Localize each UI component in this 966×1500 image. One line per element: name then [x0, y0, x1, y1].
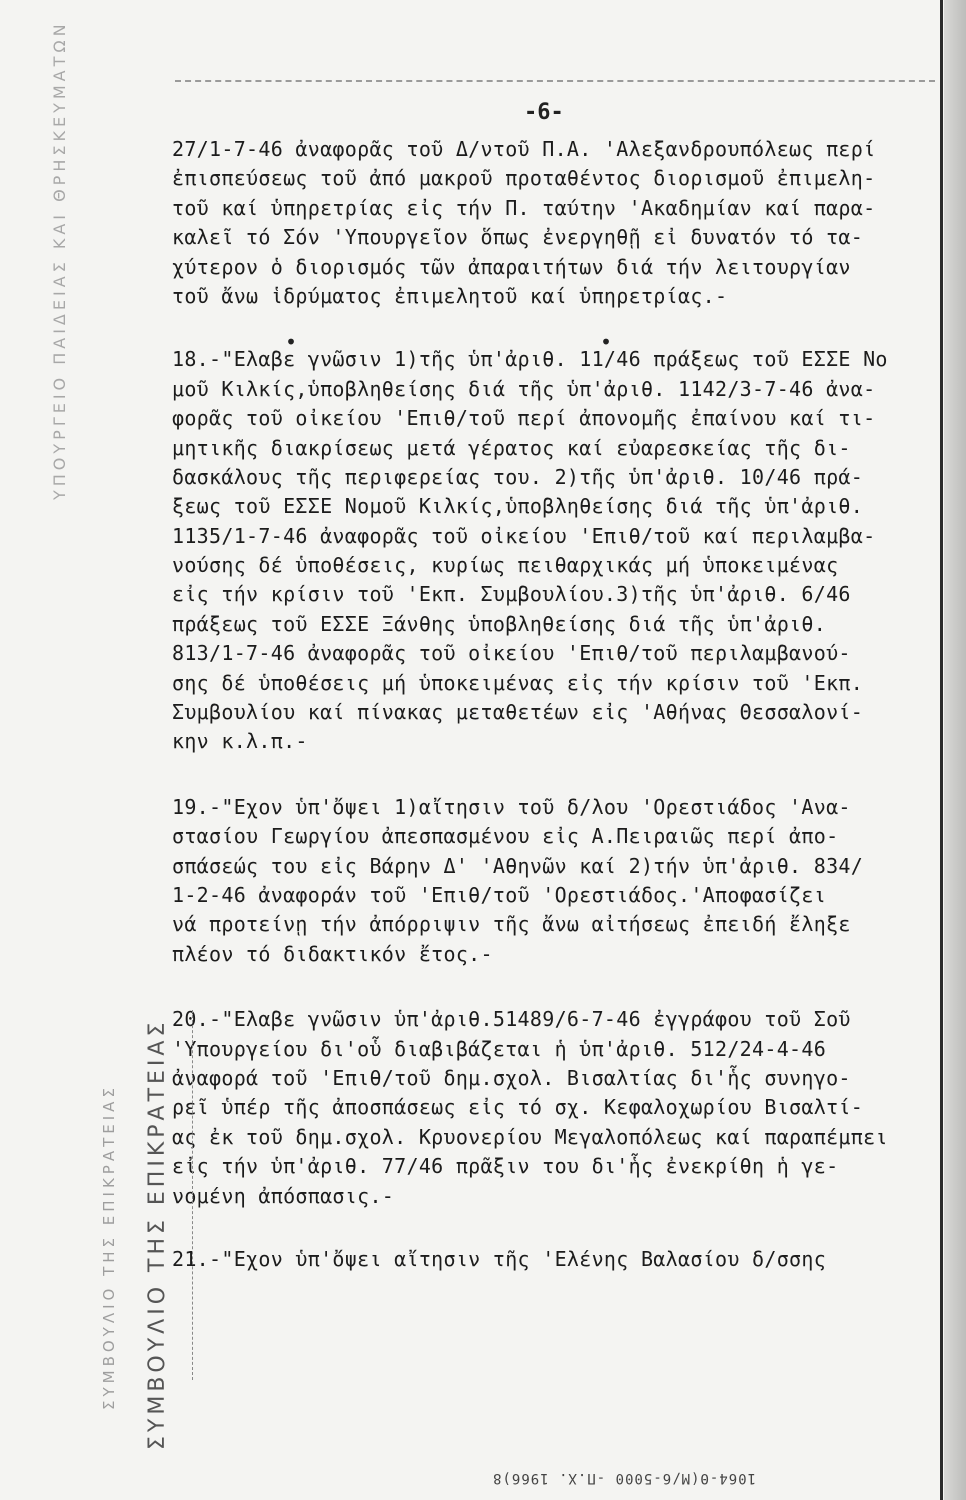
text-line: εἰς τήν ὑπ'ἀριθ. 77/46 πρᾶξιν του δι'ἧς ἐνεκρίθη ἡ γε-: [172, 1154, 839, 1179]
margin-stamp-secondary: ΣΥΜΒΟΥΛΙΟ ΤΗΣ ΕΠΙΚΡΑΤΕΙΑΣ: [100, 1084, 118, 1410]
text-line: στασίου Γεωργίου ἀπεσπασμένου εἰς Α.Πειραιῶς περί ἀπο-: [172, 824, 839, 849]
text-line: 18.-"Ελαβε γνῶσιν 1)τῆς ὑπ'ἀριθ. 11/46 πράξεως τοῦ ΕΣΣΕ Νο: [172, 347, 888, 372]
paragraph-18: [172, 345, 932, 756]
text-line: νούσης δέ ὑποθέσεις, κυρίως πειθαρχικάς μή ὑποκειμένας: [172, 553, 839, 578]
text-line: τοῦ ἄνω ἱδρύματος ἐπιμελητοῦ καί ὑπηρετρίας.-: [172, 283, 728, 308]
text-line: τοῦ καί ὑπηρετρίας εἰς τήν Π. ταύτην 'Ακαδημίαν καί παρα-: [172, 195, 876, 220]
text-line: πράξεως τοῦ ΕΣΣΕ Ξάνθης ὑποβληθείσης διά τῆς ὑπ'ἀριθ.: [172, 611, 827, 636]
text-line: καλεῖ τό Σόν 'Υπουργεῖον ὅπως ἐνεργηθῇ εἰ δυνατόν τό τα-: [172, 225, 864, 250]
top-rule: [175, 80, 935, 82]
paragraph-20: [172, 1005, 932, 1211]
document-body: [172, 135, 932, 1310]
text-line: Συμβουλίου καί πίνακας μεταθετέων εἰς 'Αθήνας Θεσσαλονί-: [172, 700, 864, 725]
footer-print-code: 1064-Θ(Μ/6-5000 -Π.Χ. 1966)8: [492, 1470, 757, 1486]
text-line: 1-2-46 ἀναφοράν τοῦ 'Επιθ/τοῦ 'Ορεστιάδος.'Αποφασίζει: [172, 882, 827, 907]
text-line: δασκάλους τῆς περιφερείας του. 2)τῆς ὑπ'ἀριθ. 10/46 πρά-: [172, 464, 864, 489]
text-line: φορᾶς τοῦ οἰκείου 'Επιθ/τοῦ περί ἀπονομῆς ἐπαίνου καί τι-: [172, 406, 876, 431]
text-line: ἐπισπεύσεως τοῦ ἀπό μακροῦ προταθέντος διορισμοῦ ἐπιμελη-: [172, 166, 876, 191]
paragraph-19: [172, 793, 932, 969]
text-line: κην κ.λ.π.-: [172, 729, 308, 754]
text-line: ας ἐκ τοῦ δημ.σχολ. Κρυονερίου Μεγαλοπόλεως καί παραπέμπει: [172, 1124, 888, 1149]
text-line: μοῦ Κιλκίς,ὑποβληθείσης διά τῆς ὑπ'ἀριθ. 1142/3-7-46 ἀνα-: [172, 376, 876, 401]
text-line: εἰς τήν κρίσιν τοῦ 'Εκπ. Συμβουλίου.3)τῆς ὑπ'ἀριθ. 6/46: [172, 582, 851, 607]
paragraph-21: [172, 1245, 932, 1274]
right-page-edge: [944, 0, 966, 1500]
text-line: σπάσεώς του εἰς Βάρην Δ' 'Αθηνῶν καί 2)τήν ὑπ'ἀριθ. 834/: [172, 853, 864, 878]
text-line: 20.-"Ελαβε γνῶσιν ὑπ'ἀριθ.51489/6-7-46 ἐγγράφου τοῦ Σοῦ: [172, 1007, 851, 1032]
text-line: 1135/1-7-46 ἀναφορᾶς τοῦ οἰκείου 'Επιθ/τοῦ καί περιλαμβα-: [172, 523, 876, 548]
text-line: νά προτείνῃ τήν ἀπόρριψιν τῆς ἄνω αἰτήσεως ἐπειδή ἔληξε: [172, 912, 851, 937]
margin-stamp: [45, 20, 170, 1450]
text-line: νομένη ἀπόσπασις.-: [172, 1183, 395, 1208]
margin-pencil-line: [192, 1010, 193, 1380]
margin-stamp-faded: ΥΠΟΥΡΓΕΙΟ ΠΑΙΔΕΙΑΣ ΚΑΙ ΘΡΗΣΚΕΥΜΑΤΩΝ: [50, 20, 69, 500]
text-line: πλέον τό διδακτικόν ἔτος.-: [172, 941, 493, 966]
stray-mark: •: [600, 330, 613, 354]
text-line: σης δέ ὑποθέσεις μή ὑποκειμένας εἰς τήν κρίσιν τοῦ 'Εκπ.: [172, 670, 864, 695]
text-line: ξεως τοῦ ΕΣΣΕ Νομοῦ Κιλκίς,ὑποβληθείσης διά τῆς ὑπ'ἀριθ.: [172, 494, 864, 519]
text-line: μητικῆς διακρίσεως μετά γέρατος καί εὐαρεσκείας τῆς δι-: [172, 435, 851, 460]
margin-stamp-main: ΣΥΜΒΟΥΛΙΟ ΤΗΣ ΕΠΙΚΡΑΤΕΙΑΣ: [145, 1018, 170, 1450]
text-line: ρεῖ ὑπέρ τῆς ἀποσπάσεως εἰς τό σχ. Κεφαλοχωρίου Βισαλτί-: [172, 1095, 864, 1120]
text-line: 19.-"Εχον ὑπ'ὄψει 1)αἴτησιν τοῦ δ/λου 'Ορεστιάδος 'Ανα-: [172, 794, 851, 819]
text-line: χύτερον ὁ διορισμός τῶν ἀπαραιτήτων διά τήν λειτουργίαν: [172, 254, 851, 279]
stray-mark: •: [285, 330, 298, 354]
page-number: -6-: [524, 100, 564, 125]
text-line: 21.-"Εχον ὑπ'ὄψει αἴτησιν τῆς 'Ελένης Βαλασίου δ/σσης: [172, 1246, 827, 1271]
text-line: 'Υπουργείου δι'οὗ διαβιβάζεται ἡ ὑπ'ἀριθ. 512/24-4-46: [172, 1036, 827, 1061]
text-line: ἀναφορά τοῦ 'Επιθ/τοῦ δημ.σχολ. Βισαλτίας δι'ἧς συνηγο-: [172, 1065, 851, 1090]
right-page-edge-line: [940, 0, 943, 1500]
paragraph-17-continuation: [172, 135, 932, 311]
text-line: 27/1-7-46 ἀναφορᾶς τοῦ Δ/ντοῦ Π.Α. 'Αλεξανδρουπόλεως περί: [172, 137, 876, 161]
text-line: 813/1-7-46 ἀναφορᾶς τοῦ οἰκείου 'Επιθ/τοῦ περιλαμβανού-: [172, 641, 851, 666]
